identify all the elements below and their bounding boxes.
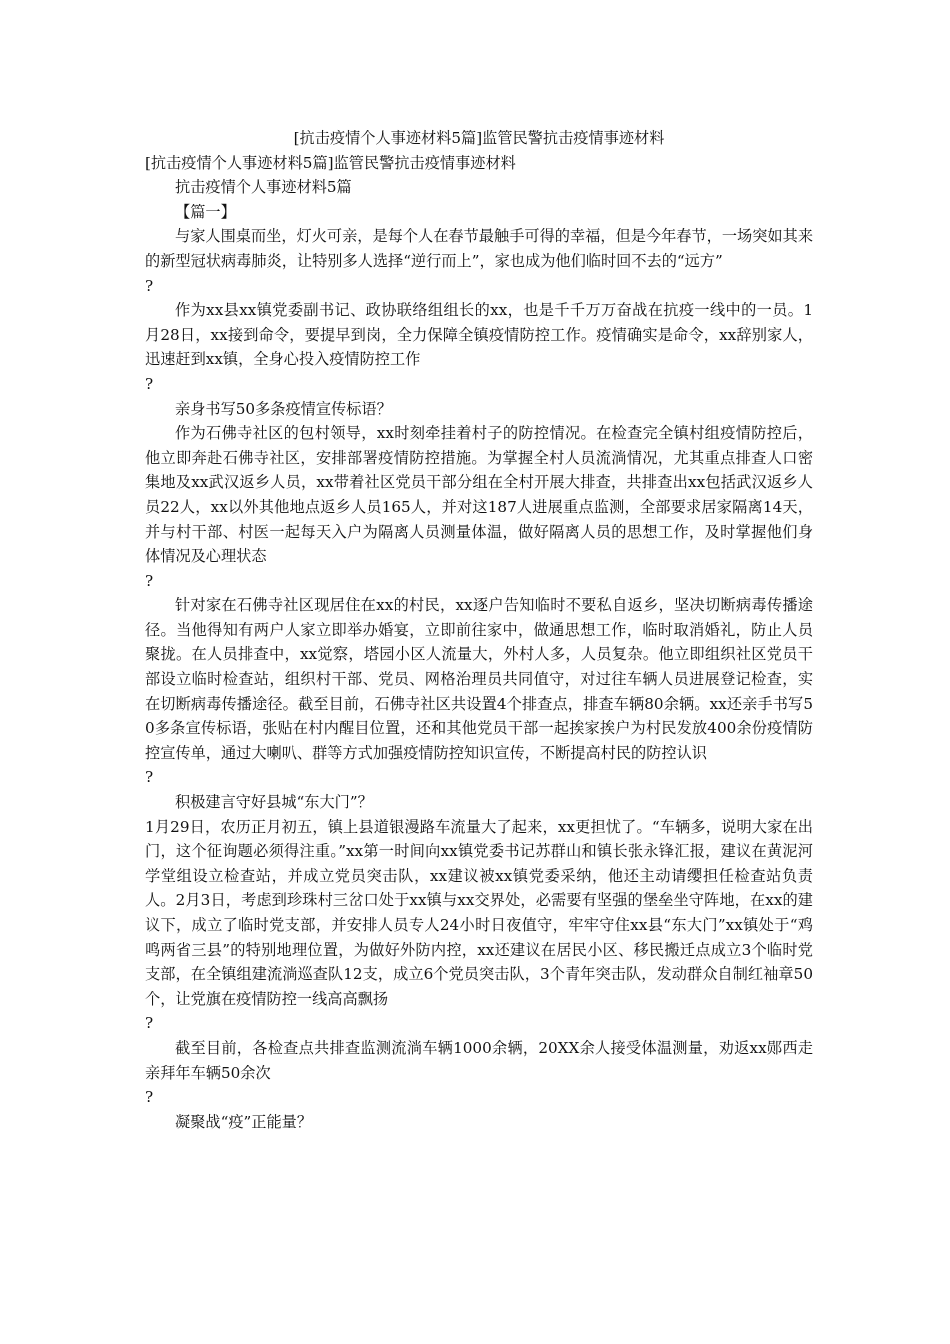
paragraph: 作为石佛寺社区的包村领导，xx时刻牵挂着村子的防控情况。在检查完全镇村组疫情防控后，他立即奔赴石佛寺社区，安排部署疫情防控措施。为掌握全村人员流淌情况，尤其重点排查人口密集地及xx武汉返乡人员，xx带着社区党员干部分组在全村开展大排查，共排查出xx包括武汉返乡人员22人，xx以外其他地点返乡人员165人，并对这187人进展重点监测，全部要求居家隔离14天，并与村干部、村医一起每天入户为隔离人员测量体温，做好隔离人员的思想工作，及时掌握他们身体情况及心理状态	[145, 424, 813, 566]
document-body	[145, 126, 813, 1134]
document-title: [抗击疫情个人事迹材料5篇]监管民警抗击疫情事迹材料	[293, 129, 665, 147]
question-mark-line: ?	[145, 1088, 154, 1107]
question-mark-line: ?	[145, 768, 154, 787]
subheading: 亲身书写50多条疫情宣传标语？	[175, 399, 392, 418]
paragraph: 截至目前，各检查点共排查监测流淌车辆1000余辆，20XX余人接受体温测量，劝返xx郧西走亲拜年车辆50余次	[145, 1038, 813, 1082]
section-label: 【篇一】	[175, 202, 236, 221]
paragraph: 作为xx县xx镇党委副书记、政协联络组组长的xx，也是千千万万奋战在抗疫一线中的一员。1月28日，xx接到命令，要提早到岗，全力保障全镇疫情防控工作。疫情确实是命令，xx辞别家人，迅速赶到xx镇，全身心投入疫情防控工作	[145, 301, 813, 369]
subheading: 凝聚战“疫”正能量？	[175, 1112, 313, 1131]
question-mark-line: ?	[145, 571, 154, 590]
paragraph: 与家人围桌而坐，灯火可亲，是每个人在春节最触手可得的幸福，但是今年春节，一场突如其来的新型冠状病毒肺炎，让特别多人选择“逆行而上”，家也成为他们临时回不去的“远方”	[145, 227, 813, 270]
question-mark-line: ?	[145, 276, 154, 295]
paragraph: 针对家在石佛寺社区现居住在xx的村民，xx逐户告知临时不要私自返乡，坚决切断病毒传播途径。当他得知有两户人家立即举办婚宴，立即前往家中，做通思想工作，临时取消婚礼，防止人员聚拢。在人员排查中，xx觉察，塔园小区人流量大，外村人多，人员复杂。他立即组织社区党员干部设立临时检查站，组织村干部、党员、网格治理员共同值守，对过往车辆人员进展登记检查，实在切断病毒传播途径。截至目前，石佛寺社区共设置4个排查点，排查车辆80余辆。xx还亲手书写50多条宣传标语，张贴在村内醒目位置，还和其他党员干部一起挨家挨户为村民发放400余份疫情防控宣传单，通过大喇叭、群等方式加强疫情防控知识宣传，不断提高村民的防控认识	[145, 596, 813, 762]
document-heading: 抗击疫情个人事迹材料5篇	[175, 178, 352, 197]
subheading: 积极建言守好县城“东大门”？	[175, 793, 373, 812]
question-mark-line: ?	[145, 374, 154, 393]
paragraph: 1月29日，农历正月初五，镇上县道银漫路车流量大了起来，xx更担忧了。“车辆多，说明大家在出门，这个征询题必须得注重。”xx第一时间向xx镇党委书记苏群山和镇长张永锋汇报，建议在黄泥河学堂组设立检查站，并成立党员突击队，xx建议被xx镇党委采纳，他还主动请缨担任检查站负责人。2月3日，考虑到珍珠村三岔口处于xx镇与xx交界处，必需要有坚强的堡垒坐守阵地，在xx的建议下，成立了临时党支部，并安排人员专人24小时日夜值守，牢牢守住xx县“东大门”xx镇处于“鸡鸣两省三县”的特别地理位置，为做好外防内控，xx还建议在居民小区、移民搬迁点成立3个临时党支部，在全镇组建流淌巡查队12支，成立6个党员突击队，3个青年突击队，发动群众自制红袖章50个，让党旗在疫情防控一线高高飘扬	[145, 817, 813, 1008]
question-mark-line: ?	[145, 1014, 154, 1033]
document-subtitle: [抗击疫情个人事迹材料5篇]监管民警抗击疫情事迹材料	[145, 153, 516, 172]
